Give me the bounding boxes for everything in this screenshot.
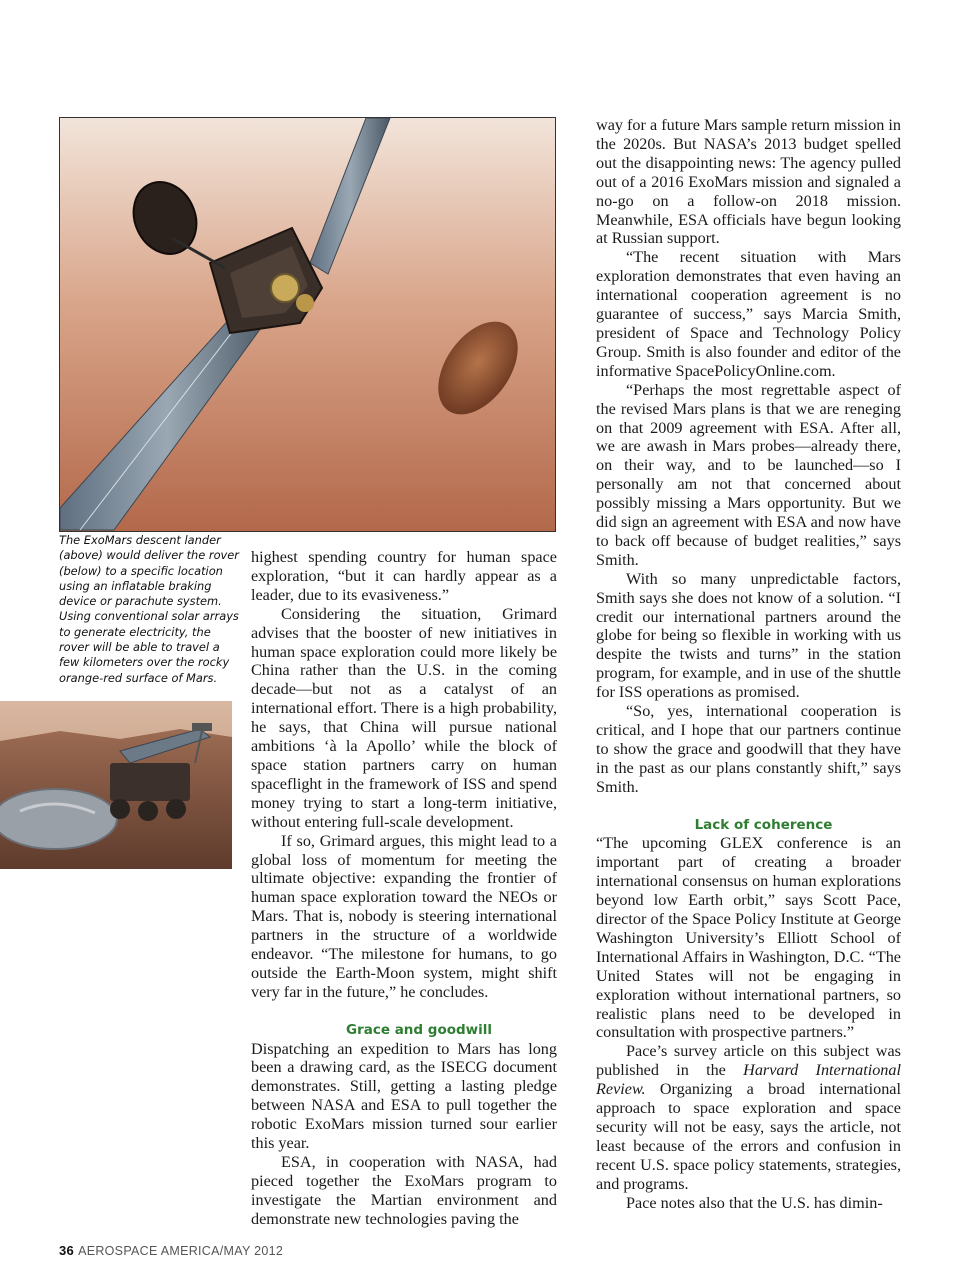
paragraph: way for a future Mars sample return mission in the 2020s. But NASA’s 2013 budget spelled out the disappointing news: The agency pulled out of a 2016 ExoMars mission and signaled a no-go on a follow-on 2018 mission. Meanwhile, ESA officials have begun looking at Russian support. — [596, 116, 901, 248]
text-span: Organizing a broad international approach to space exploration and space security will not be easy, says the article, not least because of the errors and confusion in recent U.S. space policy statements, strategies, and programs. — [596, 1080, 901, 1193]
paragraph: If so, Grimard argues, this might lead to a global loss of momentum for meeting the ultimate objective: expanding the frontier of human space exploration toward the NEOs or Mars. That is, nobody is steering international partners in the structure of a worldwide endeavor. “The milestone for humans, to go outside the Earth-Moon system, might shift very far in the future,” he concludes. — [251, 831, 557, 1001]
rover-illustration — [0, 701, 232, 869]
paragraph: “The recent situation with Mars exploration demonstrates that even having an international cooperation agreement is no guarantee of success,” says Marcia Smith, president of Space and Technology Policy Group. Smith is also founder and editor of the informative SpacePolicyOnline.com. — [596, 248, 901, 380]
page-footer — [59, 1243, 283, 1258]
journal-title: Harvard International Review. — [596, 1061, 901, 1099]
paragraph: ESA, in cooperation with NASA, had pieced together the ExoMars program to investigate the Martian environment and demonstrate new technologies paving the — [251, 1152, 557, 1228]
page-number: 36 — [59, 1243, 75, 1258]
paragraph: Pace notes also that the U.S. has dimin- — [626, 1193, 883, 1212]
text-span: Pace’s survey article on this subject was published in the — [596, 1042, 901, 1080]
paragraph: “Perhaps the most regrettable aspect of the revised Mars plans is that we are reneging on that 2009 agreement with ESA. After all, we are awash in Mars probes—already there, on their way, and to be launched—so I personally am not that concerned about possibly missing a Mars opportunity. But we did sign an agreement with ESA and now have to back off because of budget realities,” says Smith. — [596, 380, 901, 569]
section-heading: Lack of coherence — [694, 816, 833, 833]
orbiter-image — [60, 118, 555, 531]
article-column-middle — [251, 548, 557, 1229]
orbiter-illustration — [59, 117, 556, 532]
paragraph — [596, 1042, 901, 1193]
publication-name: AEROSPACE AMERICA/MAY 2012 — [78, 1244, 284, 1258]
paragraph: “The upcoming GLEX conference is an important part of creating a broader international consensus on human explorations beyond low Earth orbit,” says Scott Pace, director of the Space Policy Institute at George Washington University’s Elliott School of International Affairs in Washington, D.C. “The United States will not be engaging in exploration without international partners, so realistic plans need to be developed in consultation with prospective partners.” — [596, 834, 901, 1042]
paragraph: With so many unpredictable factors, Smith says she does not know of a solution. “I credit our international partners around the globe for being so flexible in working with us despite the twists and turns” in the station program, for example, and in use of the shuttle for ISS operations as promised. — [596, 569, 901, 702]
section-heading: Grace and goodwill — [345, 1021, 493, 1038]
rover-image — [0, 701, 232, 869]
paragraph: “So, yes, international cooperation is critical, and I hope that our partners continue to show the grace and goodwill that they have in the past as our plans constantly shift,” says Smith. — [596, 702, 901, 796]
figure-caption: The ExoMars descent lander (above) would deliver the rover (below) to a specific location using an inflatable braking device or parachute system. Using conventional solar arrays to generate electricity, the rover will be able to travel a few kilometers over the rocky orange-red surface of Mars. — [59, 533, 239, 685]
article-column-right — [596, 116, 901, 1213]
paragraph: highest spending country for human space exploration, “but it can hardly appear as a leader, due to its evasiveness.” — [251, 548, 557, 604]
paragraph: Considering the situation, Grimard advises that the booster of new initiatives in human space exploration could more likely be China rather than the U.S. in the coming decade—but not as a catalyst of an international effort. There is a high probability, he says, that China will pursue national ambitions ‘à la Apollo’ while the block of space station partners carry on human spaceflight in the framework of ISS and spend money trying to start a long-term initiative, without entering full-scale development. — [251, 604, 557, 831]
paragraph: Dispatching an expedition to Mars has long been a drawing card, as the ISECG document demonstrates. Still, getting a lasting pledge between NASA and ESA to pull together the robotic ExoMars mission turned sour earlier this year. — [251, 1039, 557, 1153]
